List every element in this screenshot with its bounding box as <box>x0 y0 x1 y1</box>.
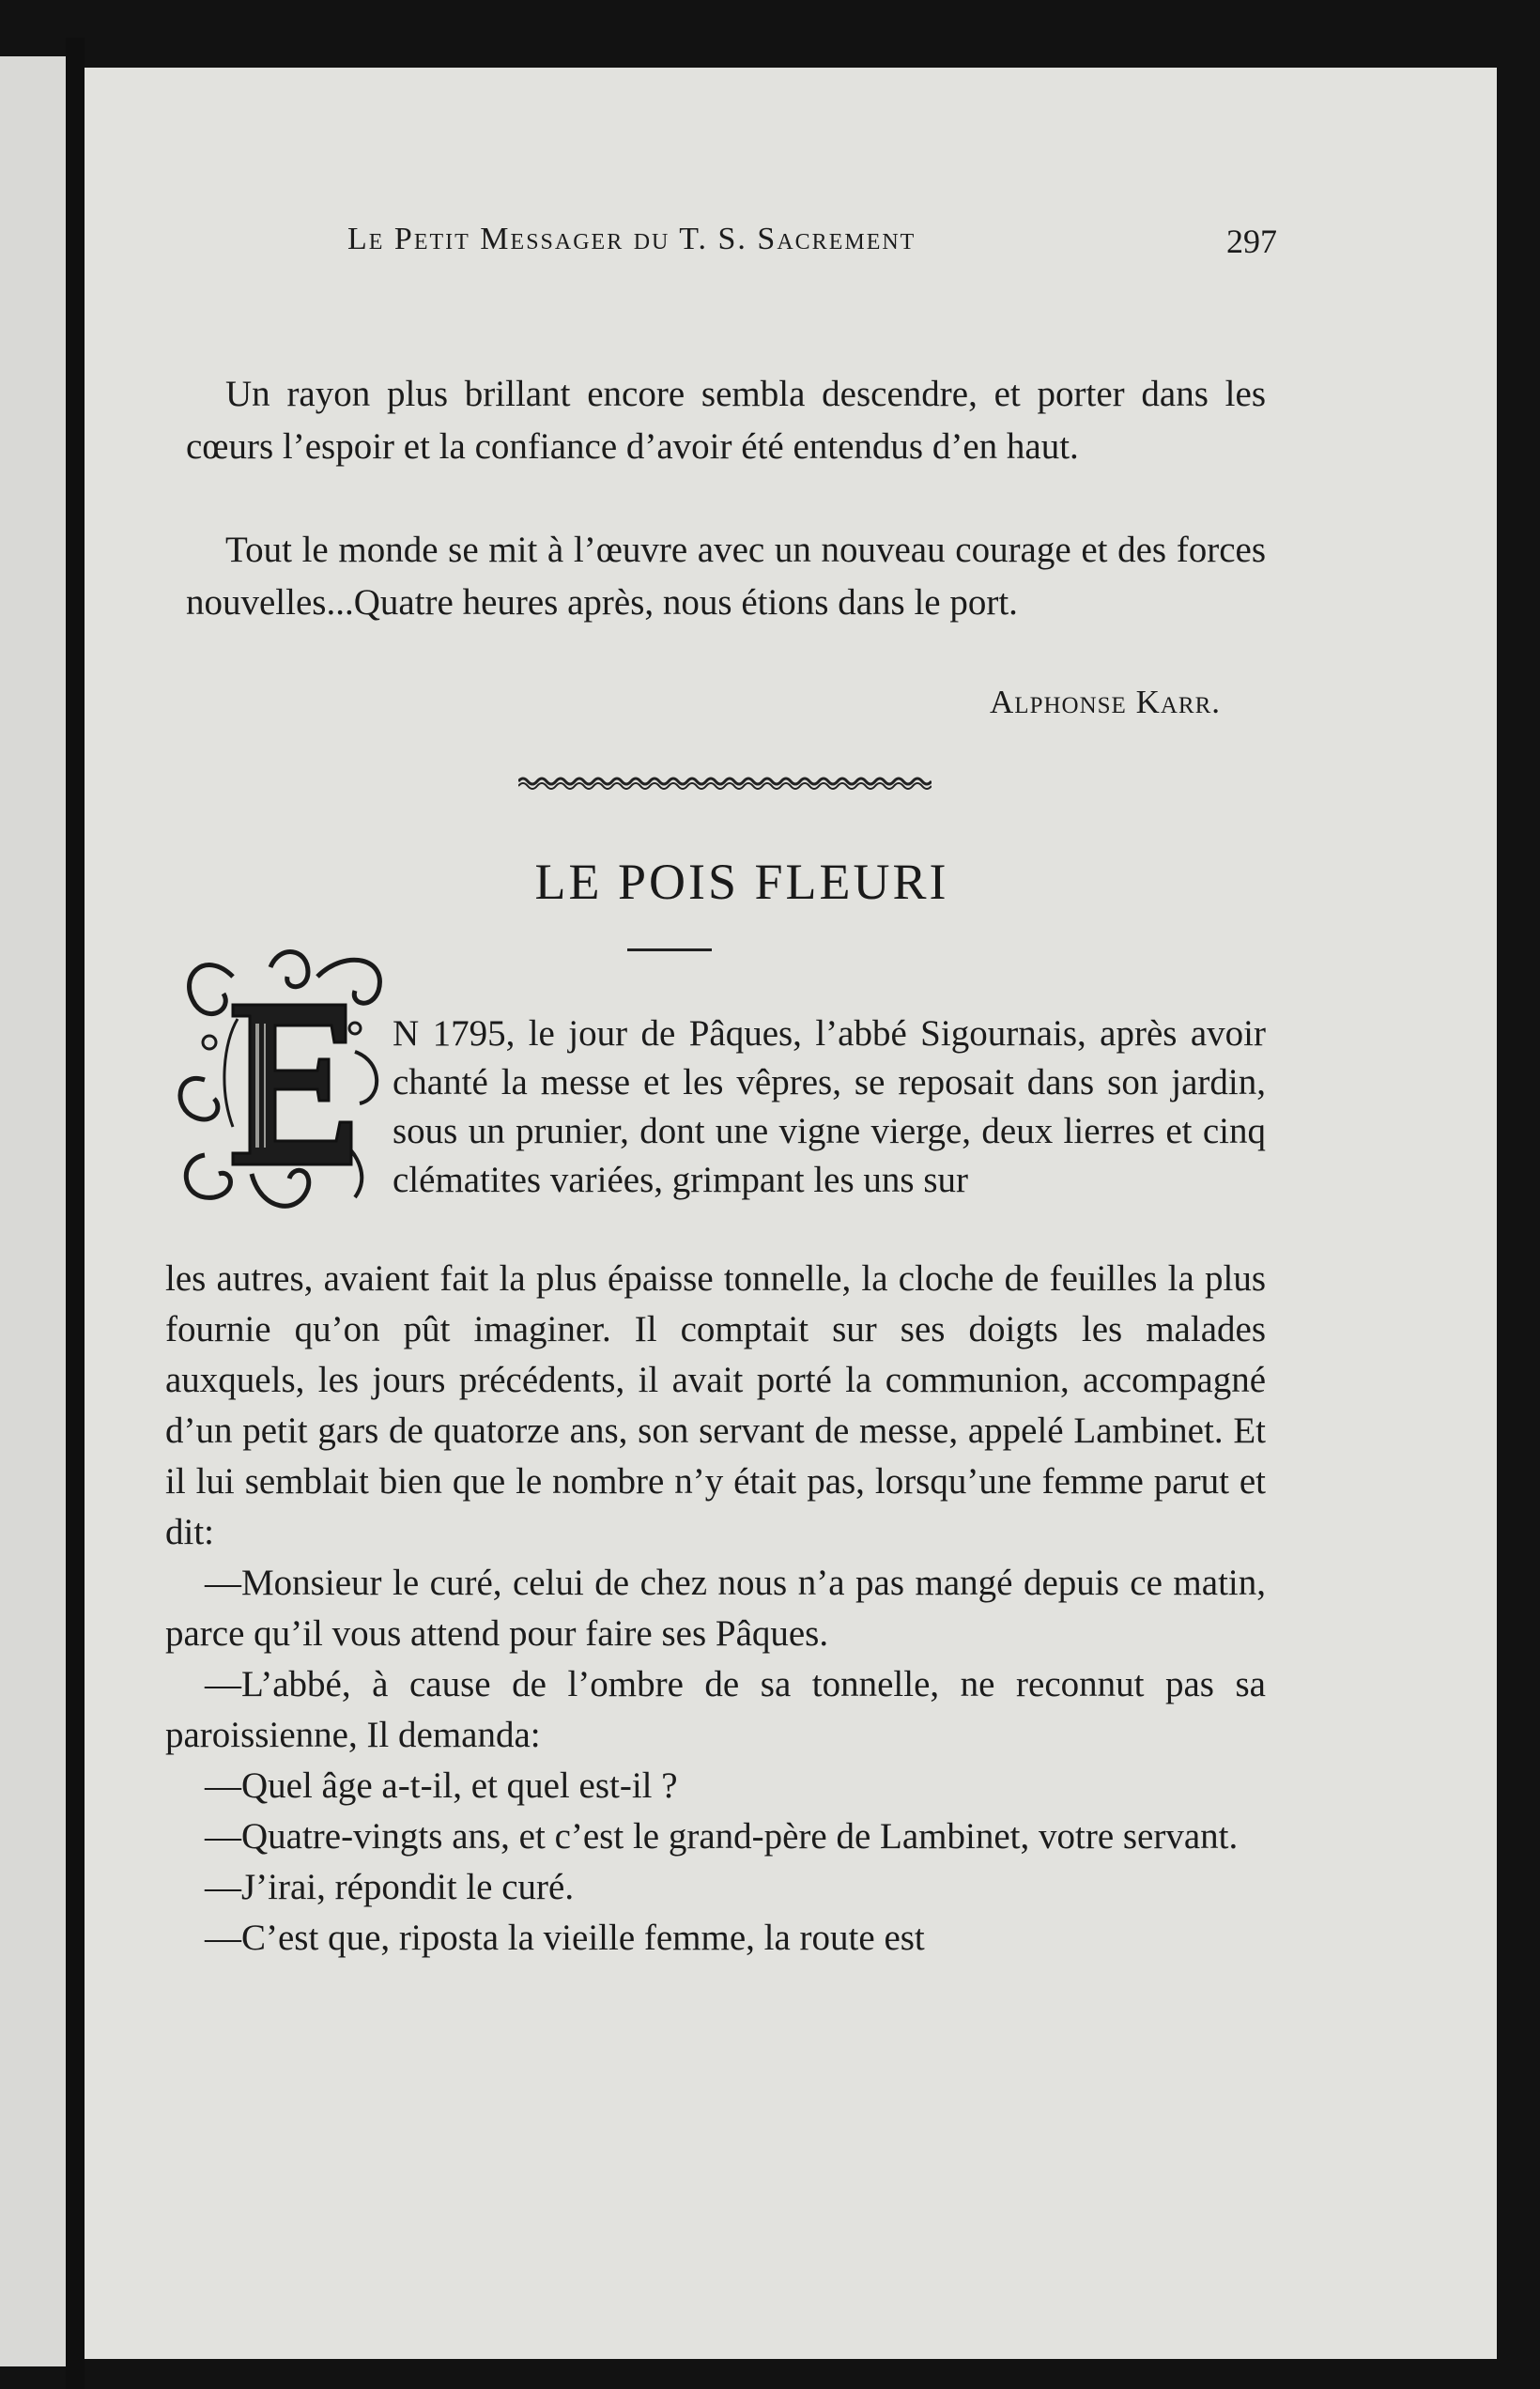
book-gutter <box>66 38 85 2389</box>
first-paragraph-with-drop-cap <box>393 1010 1266 1205</box>
page-header <box>347 222 1277 278</box>
previous-page-edge <box>0 56 66 2366</box>
previous-article-paragraph-1 <box>186 368 1266 473</box>
ornamental-wavy-rule <box>518 768 932 796</box>
paragraph: —Quatre-vingts ans, et c’est le grand-père de Lambinet, votre servant. <box>205 1816 1239 1857</box>
paragraph: —J’irai, répondit le curé. <box>205 1867 575 1907</box>
article-title: LE POIS FLEURI <box>534 854 949 910</box>
running-head: Le Petit Messager du T. S. Sacrement <box>347 222 916 256</box>
article-body <box>165 1254 1266 1964</box>
ornamental-drop-cap <box>167 939 393 1221</box>
paragraph: —C’est que, riposta la vieille femme, la route est <box>205 1918 925 1958</box>
title-rule <box>627 948 712 951</box>
author-signature: Alphonse Karr. <box>990 684 1221 720</box>
first-paragraph-text: N 1795, le jour de Pâques, l’abbé Sigournais, après avoir chanté la messe et les vêpres, se reposait dans son jardin, sous un prunier, dont une vigne vierge, deux lierres et cinq clématites variées, grimpant les uns sur <box>393 1013 1266 1200</box>
paragraph: —Quel âge a-t-il, et quel est-il ? <box>205 1765 678 1806</box>
paragraph: les autres, avaient fait la plus épaisse tonnelle, la cloche de feuilles la plus fournie qu’on pût imaginer. Il comptait sur ses doigts les malades auxquels, les jours précédents, il avait porté la communion, accompagné d’un petit gars de quatorze ans, son servant de messe, appelé Lambinet. Et il lui semblait bien que le nombre n’y était pas, lorsqu’une femme parut et dit: <box>165 1258 1266 1552</box>
paragraph: Tout le monde se mit à l’œuvre avec un nouveau courage et des forces nouvelles...Quatre heures après, nous étions dans le port. <box>186 530 1266 623</box>
page-number: 297 <box>1226 223 1277 260</box>
paragraph: —L’abbé, à cause de l’ombre de sa tonnelle, ne reconnut pas sa paroissienne, Il demanda: <box>165 1664 1266 1755</box>
previous-article-paragraph-2 <box>186 524 1266 629</box>
paragraph: —Monsieur le curé, celui de chez nous n’a pas mangé depuis ce matin, parce qu’il vous attend pour faire ses Pâques. <box>165 1563 1266 1654</box>
paragraph: Un rayon plus brillant encore sembla descendre, et porter dans les cœurs l’espoir et la confiance d’avoir été entendus d’en haut. <box>186 374 1266 467</box>
